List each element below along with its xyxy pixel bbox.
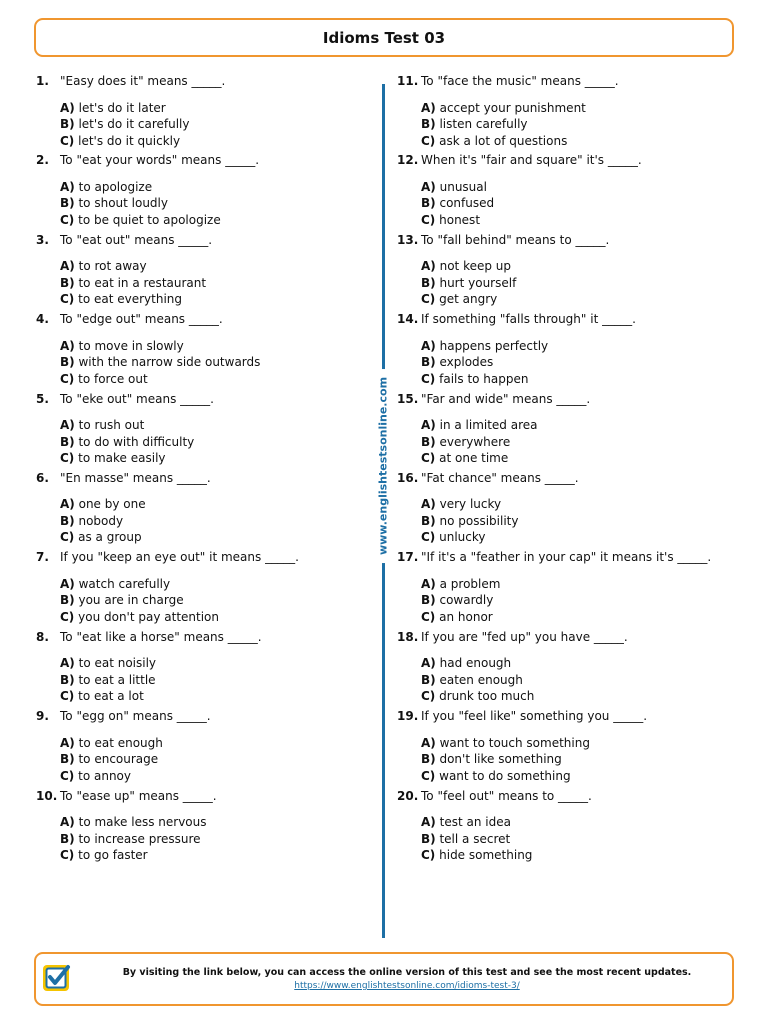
option-c: C) hide something	[421, 848, 533, 863]
question-number: 4.	[36, 312, 49, 327]
option-b: B) nobody	[60, 513, 124, 528]
option-a: A) happens perfectly	[421, 338, 549, 353]
question-13	[397, 232, 737, 311]
question-number: 6.	[36, 470, 49, 485]
question-6	[36, 470, 376, 549]
option-c: C) want to do something	[421, 768, 571, 783]
option-a: A) to make less nervous	[60, 815, 207, 830]
questions-column-right	[397, 73, 737, 867]
option-a: A) not keep up	[421, 259, 512, 274]
option-b: B) cowardly	[421, 593, 494, 608]
option-b: B) confused	[421, 196, 495, 211]
footer-box	[34, 952, 734, 1006]
question-text: To "egg on" means _____.	[60, 709, 211, 724]
question-text: If you "keep an eye out" it means _____.	[60, 550, 299, 565]
option-c: C) let's do it quickly	[60, 133, 181, 148]
question-number: 19.	[397, 709, 419, 724]
question-text: If you are "fed up" you have _____.	[421, 629, 628, 644]
option-b: B) with the narrow side outwards	[60, 355, 261, 370]
option-c: C) you don't pay attention	[60, 609, 219, 624]
question-5	[36, 391, 376, 470]
test-link[interactable]: https://www.englishtestsonline.com/idioms-test-3/	[294, 981, 520, 991]
question-19	[397, 708, 737, 787]
question-text: To "eke out" means _____.	[60, 391, 214, 406]
option-a: A) to eat noisily	[60, 656, 157, 671]
question-18	[397, 629, 737, 708]
question-number: 11.	[397, 74, 419, 88]
option-c: C) to annoy	[60, 768, 131, 783]
question-number: 16.	[397, 470, 419, 485]
question-14	[397, 311, 737, 390]
option-a: A) to rot away	[60, 259, 147, 274]
question-16	[397, 470, 737, 549]
option-a: A) very lucky	[421, 497, 502, 512]
question-number: 13.	[397, 232, 419, 247]
option-c: C) an honor	[421, 609, 493, 624]
question-number: 2.	[36, 153, 49, 168]
option-c: C) honest	[421, 212, 481, 227]
question-text: To "eat like a horse" means _____.	[60, 629, 262, 644]
option-b: B) to eat in a restaurant	[60, 275, 207, 290]
option-b: B) to eat a little	[60, 672, 156, 687]
option-c: C) unlucky	[421, 530, 486, 545]
question-number: 18.	[397, 629, 419, 644]
question-text: To "fall behind" means to _____.	[421, 232, 610, 247]
question-text: To "eat your words" means _____.	[60, 153, 260, 168]
option-b: B) listen carefully	[421, 117, 528, 131]
option-c: C) to eat a lot	[60, 689, 144, 704]
option-b: B) everywhere	[421, 434, 511, 449]
page-title: Idioms Test 03	[322, 28, 446, 47]
question-text: To "ease up" means _____.	[60, 788, 217, 803]
option-b: B) tell a secret	[421, 831, 511, 846]
option-a: A) unusual	[421, 179, 487, 194]
question-text: "If it's a "feather in your cap" it means it's _____.	[421, 550, 712, 565]
option-b: B) no possibility	[421, 513, 519, 528]
option-c: C) to be quiet to apologize	[60, 212, 221, 227]
question-text: To "feel out" means to _____.	[421, 788, 592, 803]
question-text: To "face the music" means _____.	[421, 74, 619, 88]
question-text: If you "feel like" something you _____.	[421, 709, 648, 724]
option-a: A) watch carefully	[60, 576, 171, 591]
question-number: 15.	[397, 391, 419, 406]
question-1	[36, 73, 376, 152]
question-number: 7.	[36, 550, 49, 565]
question-text: "Fat chance" means _____.	[421, 470, 579, 485]
option-c: C) to force out	[60, 371, 148, 386]
option-b: B) don't like something	[421, 752, 562, 767]
option-b: B) you are in charge	[60, 593, 184, 608]
question-11	[397, 73, 737, 152]
option-a: A) had enough	[421, 656, 512, 671]
option-b: B) to shout loudly	[60, 196, 168, 211]
option-b: B) to increase pressure	[60, 831, 201, 846]
option-b: B) let's do it carefully	[60, 117, 190, 131]
option-a: A) to move in slowly	[60, 338, 184, 353]
question-text: "Easy does it" means _____.	[60, 74, 226, 88]
question-number: 10.	[36, 788, 58, 803]
question-text: "Far and wide" means _____.	[421, 391, 591, 406]
option-a: A) test an idea	[421, 815, 511, 830]
question-15	[397, 391, 737, 470]
question-8	[36, 629, 376, 708]
question-text: "En masse" means _____.	[60, 470, 211, 485]
question-number: 1.	[36, 74, 49, 88]
option-a: A) accept your punishment	[421, 100, 586, 115]
question-number: 14.	[397, 312, 419, 327]
option-a: A) to eat enough	[60, 735, 163, 750]
checkbox-icon	[41, 962, 73, 994]
question-12	[397, 152, 737, 231]
option-a: A) in a limited area	[421, 418, 538, 433]
option-b: B) to encourage	[60, 752, 159, 767]
option-a: A) let's do it later	[60, 100, 166, 115]
footer-note: By visiting the link below, you can access the online version of this test and see the most recent updates.	[122, 967, 692, 978]
question-9	[36, 708, 376, 787]
question-2	[36, 152, 376, 231]
question-3	[36, 232, 376, 311]
option-b: B) eaten enough	[421, 672, 523, 687]
option-b: B) explodes	[421, 355, 494, 370]
question-text: To "edge out" means _____.	[60, 312, 223, 327]
option-a: A) want to touch something	[421, 735, 590, 750]
option-c: C) to make easily	[60, 451, 166, 466]
question-number: 20.	[397, 788, 419, 803]
question-number: 5.	[36, 391, 49, 406]
option-a: A) to rush out	[60, 418, 145, 433]
question-10	[36, 788, 376, 867]
site-watermark: www.englishtestsonline.com	[377, 369, 390, 563]
option-c: C) ask a lot of questions	[421, 133, 568, 148]
option-c: C) drunk too much	[421, 689, 535, 704]
option-a: A) one by one	[60, 497, 146, 512]
question-17	[397, 549, 737, 628]
option-c: C) to go faster	[60, 848, 148, 863]
option-c: C) fails to happen	[421, 371, 529, 386]
option-c: C) as a group	[60, 530, 142, 545]
question-number: 3.	[36, 232, 49, 247]
option-c: C) get angry	[421, 292, 498, 307]
option-b: B) hurt yourself	[421, 275, 517, 290]
question-7	[36, 549, 376, 628]
question-number: 8.	[36, 629, 49, 644]
question-number: 17.	[397, 550, 419, 565]
question-text: If something "falls through" it _____.	[421, 312, 636, 327]
question-text: When it's "fair and square" it's _____.	[421, 153, 642, 168]
question-20	[397, 788, 737, 867]
option-c: C) to eat everything	[60, 292, 183, 307]
question-number: 12.	[397, 153, 419, 168]
option-a: A) to apologize	[60, 179, 153, 194]
question-number: 9.	[36, 709, 49, 724]
question-4	[36, 311, 376, 390]
option-b: B) to do with difficulty	[60, 434, 195, 449]
option-a: A) a problem	[421, 576, 501, 591]
option-c: C) at one time	[421, 451, 509, 466]
question-text: To "eat out" means _____.	[60, 232, 213, 247]
title-box	[34, 18, 734, 57]
questions-column-left	[36, 73, 376, 867]
